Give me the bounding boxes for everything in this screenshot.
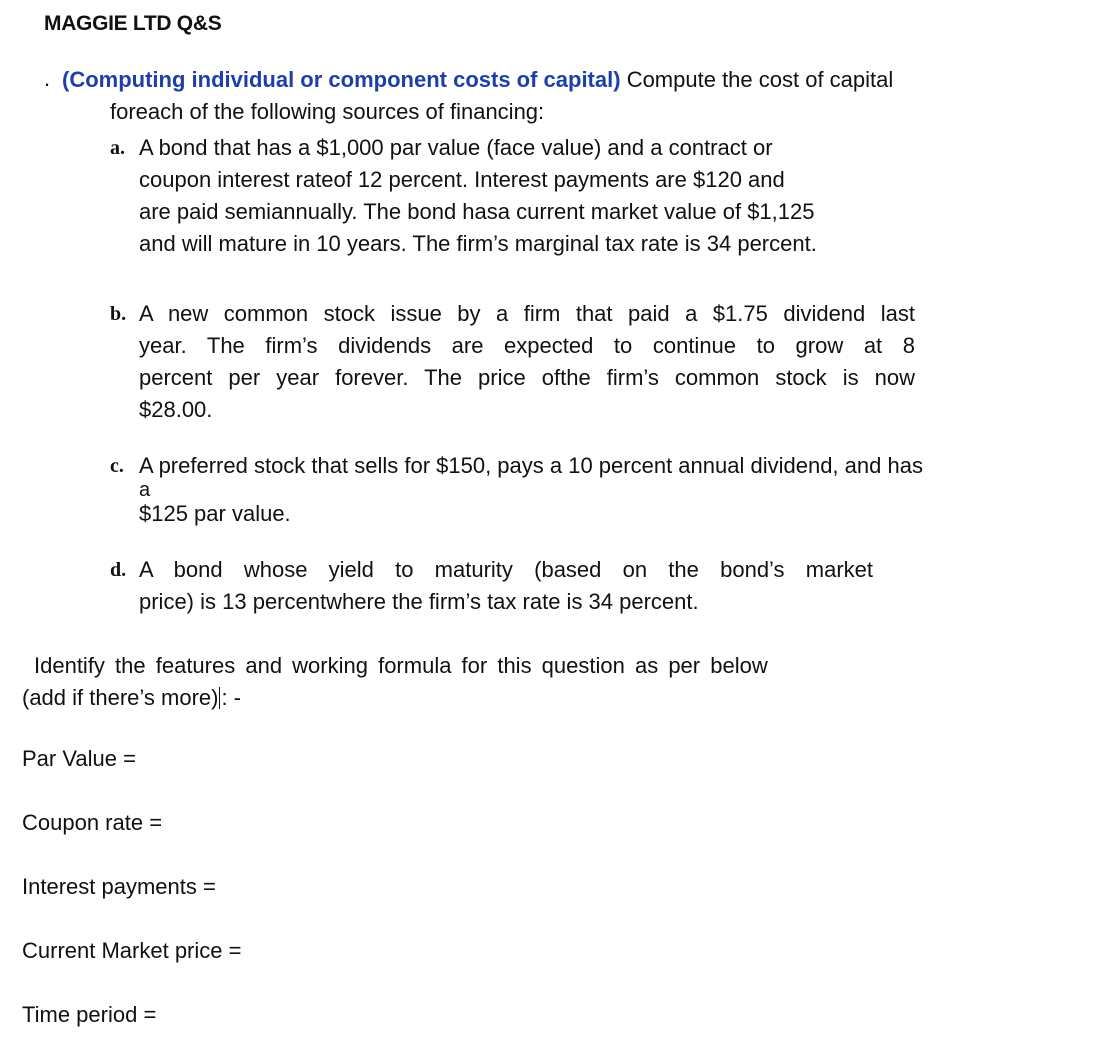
item-line: A bond whose yield to maturity (based on the bond’s market (139, 557, 873, 582)
item-line: price) is 13 percentwhere the firm’s tax rate is 34 percent. (139, 589, 699, 614)
question-intro-line-2: foreach of the following sources of financing: (110, 99, 545, 124)
field-current-market-price: Current Market price = (22, 938, 242, 963)
item-marker: b. (110, 303, 127, 325)
item-line: percent per year forever. The price ofthe firm’s common stock is now (139, 365, 915, 390)
question-intro-rest: Compute the cost of capital (626, 67, 894, 92)
item-marker: d. (110, 559, 127, 581)
identify-line-2-text: (add if there’s more) (22, 685, 219, 710)
identify-line-2 (22, 685, 241, 710)
item-line: and will mature in 10 years. The firm’s marginal tax rate is 34 percent. (139, 231, 817, 256)
item-line: $125 par value. (139, 501, 291, 526)
item-line: coupon interest rateof 12 percent. Interest payments are $120 and (139, 167, 785, 192)
field-interest-payments: Interest payments = (22, 874, 216, 899)
item-marker: a. (110, 137, 125, 159)
item-line: A bond that has a $1,000 par value (face value) and a contract or (139, 135, 773, 160)
field-coupon-rate: Coupon rate = (22, 810, 163, 835)
item-line: $28.00. (139, 397, 213, 422)
question-topic: (Computing individual or component costs of capital) (62, 67, 621, 92)
item-line: A new common stock issue by a firm that paid a $1.75 dividend last (139, 301, 915, 326)
item-text (139, 298, 915, 426)
question-bullet: . (44, 66, 51, 91)
item-text (139, 554, 873, 618)
document-title: MAGGIE LTD Q&S (44, 12, 222, 35)
field-par-value: Par Value = (22, 746, 136, 771)
item-marker: c. (110, 455, 124, 477)
item-line: A preferred stock that sells for $150, pays a 10 percent annual dividend, and has (139, 453, 923, 478)
item-line: a (139, 479, 151, 501)
identify-line-1: Identify the features and working formula for this question as per below (34, 653, 768, 678)
item-text (139, 132, 919, 260)
item-line: are paid semiannually. The bond hasa current market value of $1,125 (139, 199, 815, 224)
item-text (139, 450, 1049, 530)
field-time-period: Time period = (22, 1002, 157, 1027)
question-intro-line-1 (62, 64, 893, 96)
identify-line-2-suffix: : - (221, 685, 242, 710)
identify-instruction (22, 650, 882, 714)
item-line: year. The firm’s dividends are expected to continue to grow at 8 (139, 333, 915, 358)
